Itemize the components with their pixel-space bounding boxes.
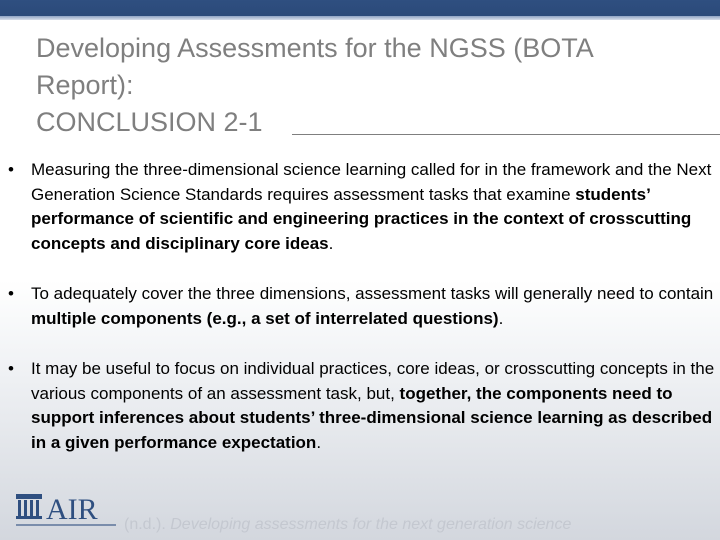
slide-title — [36, 30, 706, 141]
bullet-marker: • — [8, 160, 14, 179]
bullet-1-end: . — [328, 233, 334, 253]
bullet-item-1 — [8, 158, 718, 256]
title-line-2: Report): — [36, 70, 134, 100]
bullet-1-emphasis: students’ performance of scientific and engineering practices in the context of crosscutting concepts and disciplinary core ideas — [31, 184, 692, 253]
bullet-2-end: . — [498, 308, 504, 328]
bullet-item-2 — [8, 282, 718, 331]
bullet-item-3 — [8, 357, 718, 455]
bullet-marker: • — [8, 284, 14, 303]
footer-citation — [124, 516, 571, 534]
air-logo-icon — [14, 488, 124, 534]
bullet-list — [8, 158, 718, 481]
bullet-2-text: To adequately cover the three dimensions, assessment tasks will generally need to contain — [31, 284, 714, 303]
logo-text: AIR — [46, 493, 98, 526]
bullet-marker: • — [8, 359, 14, 378]
title-line-1: Developing Assessments for the NGSS (BOTA — [36, 33, 594, 63]
footer-plain: (n.d.). — [124, 516, 171, 533]
footer-italic: Developing assessments for the next generation science — [170, 516, 572, 533]
title-line-3: CONCLUSION 2-1 — [36, 107, 263, 137]
title-divider — [292, 134, 720, 135]
bullet-3-emphasis: together, the components need to support inferences about students’ three-dimensional science learning as described in a given performance expectation — [31, 383, 713, 452]
bullet-2-emphasis: multiple components (e.g., a set of interrelated questions) — [31, 308, 499, 328]
bullet-1-text: Measuring the three-dimensional science learning called for in the framework and the Next Generation Science Standards requires assessment tasks that examine — [31, 160, 712, 204]
bullet-3-end: . — [316, 432, 322, 452]
bullet-3-text: It may be useful to focus on individual practices, core ideas, or crosscutting concepts in the various components of an assessment task, but, — [31, 359, 715, 403]
air-logo — [14, 488, 124, 534]
header-bar — [0, 0, 720, 20]
